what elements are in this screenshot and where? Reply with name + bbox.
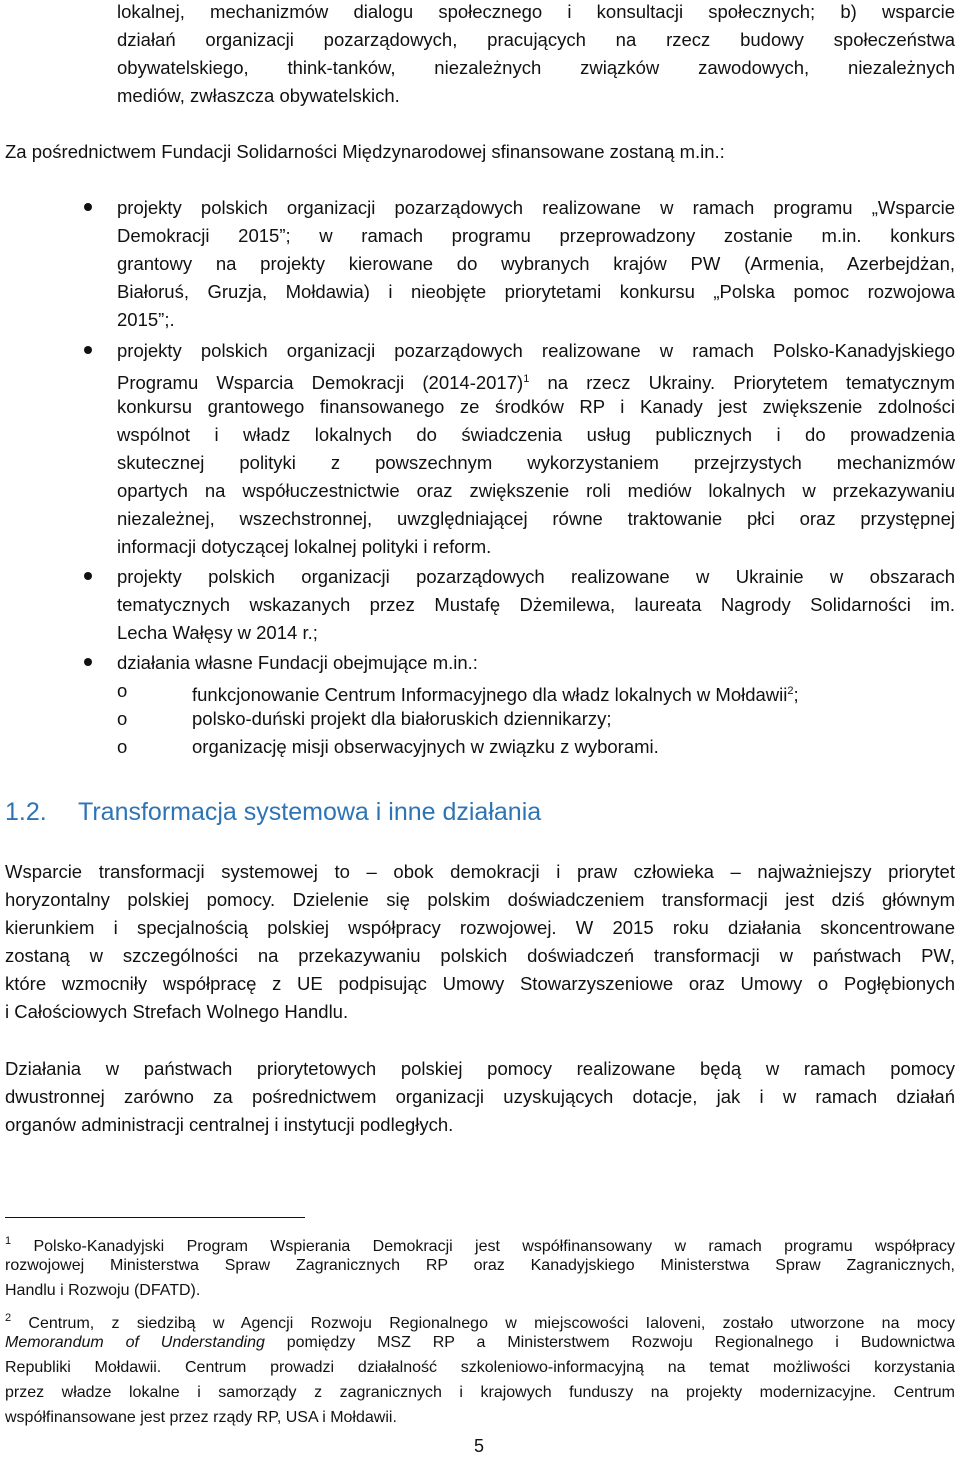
paragraph-line: dwustronnej zarówno za pośrednictwem organizacji uzyskujących dotacje, jak i w ramach działań <box>5 1086 955 1107</box>
sub-bullet-text: organizację misji obserwacyjnych w związku z wyborami. <box>192 736 659 757</box>
paragraph-line: Działania w państwach priorytetowych polskiej pomocy realizowane będą w ramach pomocy <box>5 1058 955 1079</box>
intro-line: lokalnej, mechanizmów dialogu społecznego i konsultacji społecznych; b) wsparcie <box>117 1 955 22</box>
bullet-marker <box>84 658 92 666</box>
footnote-separator <box>5 1217 305 1218</box>
footnote-line: rozwojowej Ministerstwa Spraw Zagranicznych RP oraz Kanadyjskiego Ministerstwa Spraw Zagranicznych, <box>5 1257 955 1274</box>
footnote-line: przez władze lokalne i samorządy z zagranicznych i krajowych funduszy na projekty modernizacyjne. Centrum <box>5 1384 955 1401</box>
bullet-text: opartych na współuczestnictwie oraz zwiększenie roli mediów lokalnych w przekazywaniu <box>117 480 955 501</box>
footnote-line: Memorandum of Understanding pomiędzy MSZ RP a Ministerstwem Rozwoju Regionalnego i Budownictwa <box>5 1334 956 1351</box>
section-title: Transformacja systemowa i inne działania <box>78 798 542 826</box>
bullet-text: działania własne Fundacji obejmujące m.in.: <box>117 652 478 673</box>
lead-sentence: Za pośrednictwem Fundacji Solidarności Międzynarodowej sfinansowane zostaną m.in.: <box>5 141 725 162</box>
paragraph-line: kierunkiem i specjalnością polskiej współpracy rozwojowej. W 2015 roku działania skoncentrowane <box>5 917 955 938</box>
bullet-text: informacji dotyczącej lokalnej polityki i reform. <box>117 536 492 557</box>
sub-bullet-text: funkcjonowanie Centrum Informacyjnego dla władz lokalnych w Mołdawii$^2$; <box>192 684 799 705</box>
intro-line: obywatelskiego, think-tanków, niezależnych związków zawodowych, niezależnych <box>117 57 955 78</box>
footnote-line: $^2$ Centrum, z siedzibą w Agencji Rozwoju Regionalnego w miejscowości Ialoveni, zostało utworzone na mocy <box>5 1312 955 1332</box>
paragraph-line: Wsparcie transformacji systemowej to – obok demokracji i praw człowieka – najważniejszy priorytet <box>5 861 955 882</box>
paragraph-line: horyzontalny polskiej pomocy. Dzielenie się polskim doświadczeniem transformacji jest dziś głównym <box>5 889 955 910</box>
intro-line: mediów, zwłaszcza obywatelskich. <box>117 85 400 106</box>
footnote-line: współfinansowane jest przez rządy RP, USA i Mołdawii. <box>5 1409 397 1426</box>
bullet-text: skutecznej polityki z powszechnym wykorzystaniem przejrzystych mechanizmów <box>117 452 955 473</box>
sub-bullet-text: polsko-duński projekt dla białoruskich dziennikarzy; <box>192 708 612 729</box>
footnote-ref: 1 <box>523 373 530 385</box>
bullet-marker <box>84 203 92 211</box>
bullet-text: wspólnot i władz lokalnych do świadczenia usług publicznych i do prowadzenia <box>117 424 955 445</box>
bullet-text: niezależnej, wszechstronnej, uwzględniającej równe traktowanie płci oraz przystępnej <box>117 508 955 529</box>
section-number: 1.2. <box>5 798 47 826</box>
paragraph-line: organów administracji centralnej i instytucji podległych. <box>5 1114 454 1135</box>
bullet-text: tematycznych wskazanych przez Mustafę Dżemilewa, laureata Nagrody Solidarności im. <box>117 594 955 615</box>
paragraph-line: zostaną w szczególności na przekazywaniu polskich doświadczeń transformacji w państwach PW, <box>5 945 955 966</box>
bullet-text: Białoruś, Gruzja, Mołdawia) i nieobjęte priorytetami konkursu „Polska pomoc rozwojowa <box>117 281 955 302</box>
sub-bullet-marker: o <box>117 680 128 701</box>
bullet-marker <box>84 346 92 354</box>
bullet-text: projekty polskich organizacji pozarządowych realizowane w ramach programu „Wsparcie <box>117 197 955 218</box>
footnote-line: Handlu i Rozwoju (DFATD). <box>5 1282 201 1299</box>
bullet-text: Lecha Wałęsy w 2014 r.; <box>117 622 318 643</box>
bullet-text: projekty polskich organizacji pozarządowych realizowane w Ukrainie w obszarach <box>117 566 955 587</box>
paragraph-line: i Całościowych Strefach Wolnego Handlu. <box>5 1001 349 1022</box>
intro-line: działań organizacji pozarządowych, pracujących na rzecz budowy społeczeństwa <box>117 29 955 50</box>
bullet-marker <box>84 572 92 580</box>
footnote-number: 1 <box>5 1235 12 1247</box>
bullet-text: Demokracji 2015”; w ramach programu przeprowadzony zostanie m.in. konkurs <box>117 225 955 246</box>
bullet-text: Programu Wsparcia Demokracji (2014-2017)$^1$ na rzecz Ukrainy. Priorytetem tematycznym <box>117 372 956 393</box>
bullet-text: grantowy na projekty kierowane do wybranych krajów PW (Armenia, Azerbejdżan, <box>117 253 955 274</box>
footnote-line: Republiki Mołdawii. Centrum prowadzi działalność szkoleniowo-informacyjną na temat możliwości korzystania <box>5 1359 955 1376</box>
page-number: 5 <box>474 1436 485 1456</box>
sub-bullet-marker: o <box>117 736 128 757</box>
footnote-number: 2 <box>5 1312 12 1324</box>
bullet-text: 2015”;. <box>117 309 175 330</box>
bullet-text: konkursu grantowego finansowanego ze środków RP i Kanady jest zwiększenie zdolności <box>117 396 955 417</box>
sub-bullet-marker: o <box>117 708 128 729</box>
footnote-ref: 2 <box>787 685 794 697</box>
bullet-text: projekty polskich organizacji pozarządowych realizowane w ramach Polsko-Kanadyjskiego <box>117 340 955 361</box>
paragraph-line: które wzmocniły współpracę z UE podpisując Umowy Stowarzyszeniowe oraz Umowy o Pogłębionych <box>5 973 955 994</box>
footnote-line: $^1$ Polsko-Kanadyjski Program Wspierania Demokracji jest współfinansowany w ramach programu współpracy <box>5 1235 955 1255</box>
